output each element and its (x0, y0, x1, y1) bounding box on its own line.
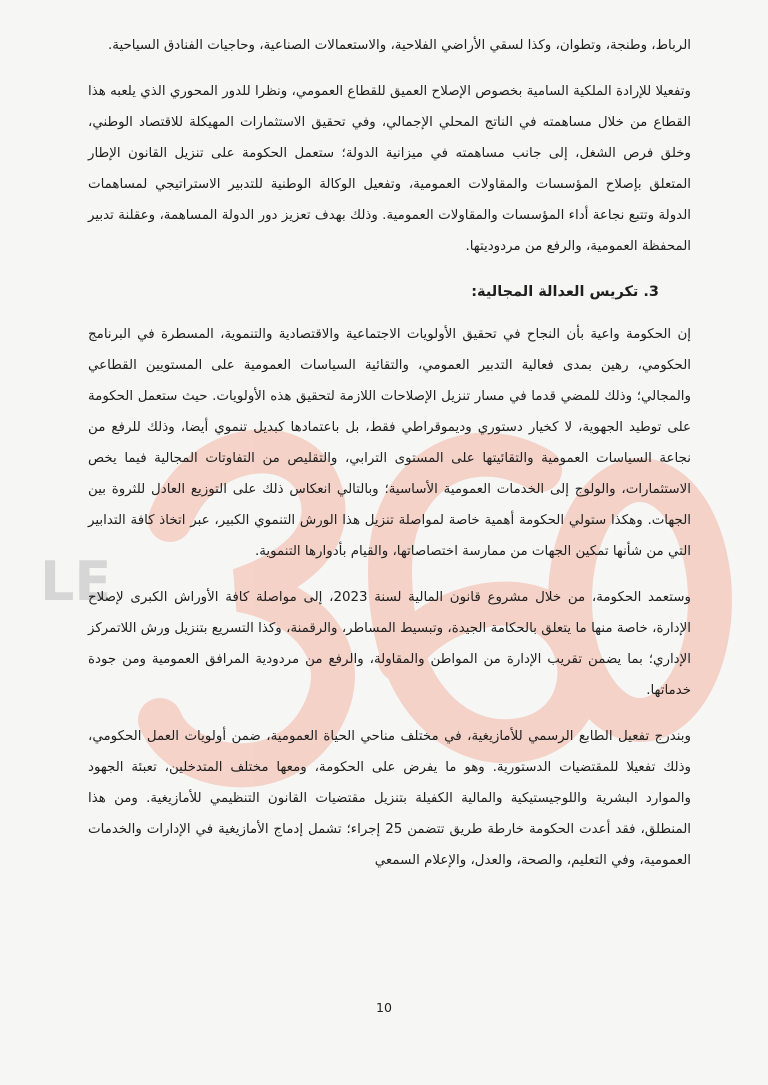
document-body (88, 30, 691, 891)
page-number: 10 (376, 1000, 392, 1015)
paragraph-public-sector-reform: وتفعيلا للإرادة الملكية السامية بخصوص الإصلاح العميق للقطاع العمومي، ونظرا للدور المحوري الذي يلعبه هذا القطاع من خلال مساهمته في الناتج المحلي الإجمالي، وفي تحقيق الاستثمارات المهيكلة للاقتصاد الوطني، وخلق فرص الشغل، إلى جانب مساهمته في ميزانية الدولة؛ ستعمل الحكومة على تنزيل القانون الإطار المتعلق بإصلاح المؤسسات والمقاولات العمومية، وتفعيل الوكالة الوطنية للتدبير الاستراتيجي لمساهمات الدولة وتتبع نجاعة أداء المؤسسات والمقاولات العمومية. وذلك بهدف تعزيز دور الدولة المساهمة، وعقلنة تدبير المحفظة العمومية، والرفع من مردوديتها. (88, 84, 691, 254)
svg-text:LE: LE (40, 550, 112, 613)
paragraph-regionalization: إن الحكومة واعية بأن النجاح في تحقيق الأولويات الاجتماعية والاقتصادية والتنموية، المسطرة في البرنامج الحكومي، رهين بمدى فعالية التدبير العمومي، والتقائية السياسات العمومية على المستويين القطاعي والمجالي؛ وذلك للمضي قدما في مسار تنزيل الإصلاحات اللازمة لتحقيق هذه الأولويات. حيث ستعمل الحكومة على توطيد الجهوية، لا كخيار دستوري وديموقراطي فقط، بل باعتمادها كبديل تنموي أيضا، وذلك للرفع من نجاعة السياسات العمومية والتقائيتها على المستوى الترابي، والتقليص من التفاوتات المجالية فيما يخص الاستثمارات، والولوج إلى الخدمات العمومية الأساسية؛ وبالتالي انعكاس ذلك على التوزيع العادل للثروة بين الجهات. وهكذا ستولي الحكومة أهمية خاصة لمواصلة تنزيل هذا الورش التنموي الكبير، عبر اتخاذ كافة التدابير التي من شأنها تمكين الجهات من ممارسة اختصاصاتها، والقيام بأدوارها التنموية. (88, 327, 691, 559)
section-heading-territorial-justice: 3. تكريس العدالة المجالية: (471, 284, 659, 300)
paragraph-administration-reform: وستعمد الحكومة، من خلال مشروع قانون المالية لسنة 2023، إلى مواصلة كافة الأوراش الكبرى لإصلاح الإدارة، خاصة منها ما يتعلق بالحكامة الجيدة، وتبسيط المساطر، والرقمنة، وكذا التسريع بتنزيل ورش اللاتمركز الإداري؛ بما يضمن تقريب الإدارة من المواطن والمقاولة، والرفع من مردودية المرافق العمومية ومن جودة خدماتها. (88, 590, 691, 698)
paragraph-amazigh-officialization: وبندرج تفعيل الطابع الرسمي للأمازيغية، في مختلف مناحي الحياة العمومية، ضمن أولويات العمل الحكومي، وذلك تفعيلا للمقتضيات الدستورية. وهو ما يفرض على الحكومة، ومعها مختلف المتدخلين، تعبئة الجهود والموارد البشرية واللوجيستيكية والمالية الكفيلة بتنزيل مقتضيات القانون التنظيمي للأمازيغية. ومن هذا المنطلق، فقد أعدت الحكومة خارطة طريق تتضمن 25 إجراء؛ تشمل إدماج الأمازيغية في الإدارات والخدمات العمومية، وفي التعليم، والصحة، والعدل، والإعلام السمعي (88, 729, 691, 868)
paragraph-water-uses: الرباط، وطنجة، وتطوان، وكذا لسقي الأراضي الفلاحية، والاستعمالات الصناعية، وحاجيات الفنادق السياحية. (108, 38, 691, 53)
